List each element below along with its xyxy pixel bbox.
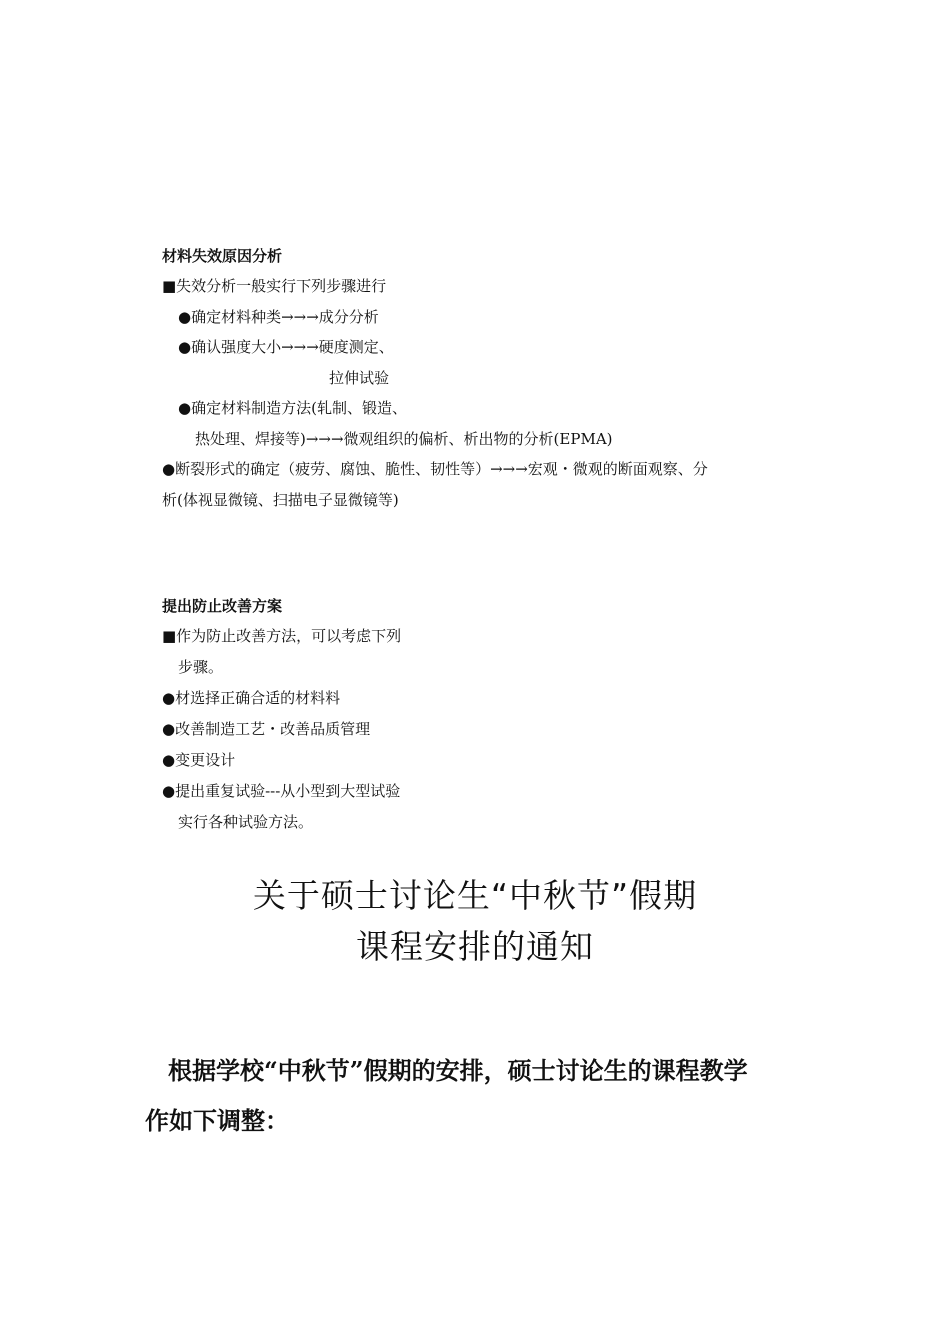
list-item: ●确定材料种类→→→成分分析 bbox=[178, 308, 379, 326]
list-item-continuation: 步骤。 bbox=[178, 658, 224, 676]
list-item: ●改善制造工艺・改善品质管理 bbox=[162, 720, 371, 738]
list-item-continuation: 实行各种试验方法。 bbox=[178, 813, 314, 831]
list-item: ■作为防止改善方法，可以考虑下列 bbox=[162, 627, 402, 645]
list-item: ●确定材料制造方法(轧制、锻造、 bbox=[178, 399, 407, 417]
list-item: ●确认强度大小→→→硬度测定、 bbox=[178, 338, 394, 356]
list-item: ●断裂形式的确定（疲劳、腐蚀、脆性、韧性等）→→→宏观・微观的断面观察、分 bbox=[162, 460, 708, 478]
list-item: ●材选择正确合适的材料料 bbox=[162, 689, 341, 707]
notice-body-line-2: 作如下调整： bbox=[145, 1106, 289, 1135]
notice-title-line-2: 课程安排的通知 bbox=[356, 927, 594, 966]
list-item: ■失效分析一般实行下列步骤进行 bbox=[162, 277, 387, 295]
list-item-continuation: 热处理、焊接等)→→→微观组织的偏析、析出物的分析(EPMA) bbox=[195, 430, 613, 448]
notice-title-line-1: 关于硕士讨论生“中秋节”假期 bbox=[252, 876, 698, 915]
section-heading-improvement-plan: 提出防止改善方案 bbox=[162, 597, 283, 615]
list-item: ●变更设计 bbox=[162, 751, 236, 769]
list-item-continuation: 拉伸试验 bbox=[329, 369, 390, 387]
section-heading-failure-analysis: 材料失效原因分析 bbox=[162, 247, 283, 265]
list-item-continuation: 析(体视显微镜、扫描电子显微镜等) bbox=[162, 491, 399, 509]
notice-body-line-1: 根据学校“中秋节”假期的安排，硕士讨论生的课程教学 bbox=[168, 1056, 748, 1085]
list-item: ●提出重复试验---从小型到大型试验 bbox=[162, 782, 401, 800]
